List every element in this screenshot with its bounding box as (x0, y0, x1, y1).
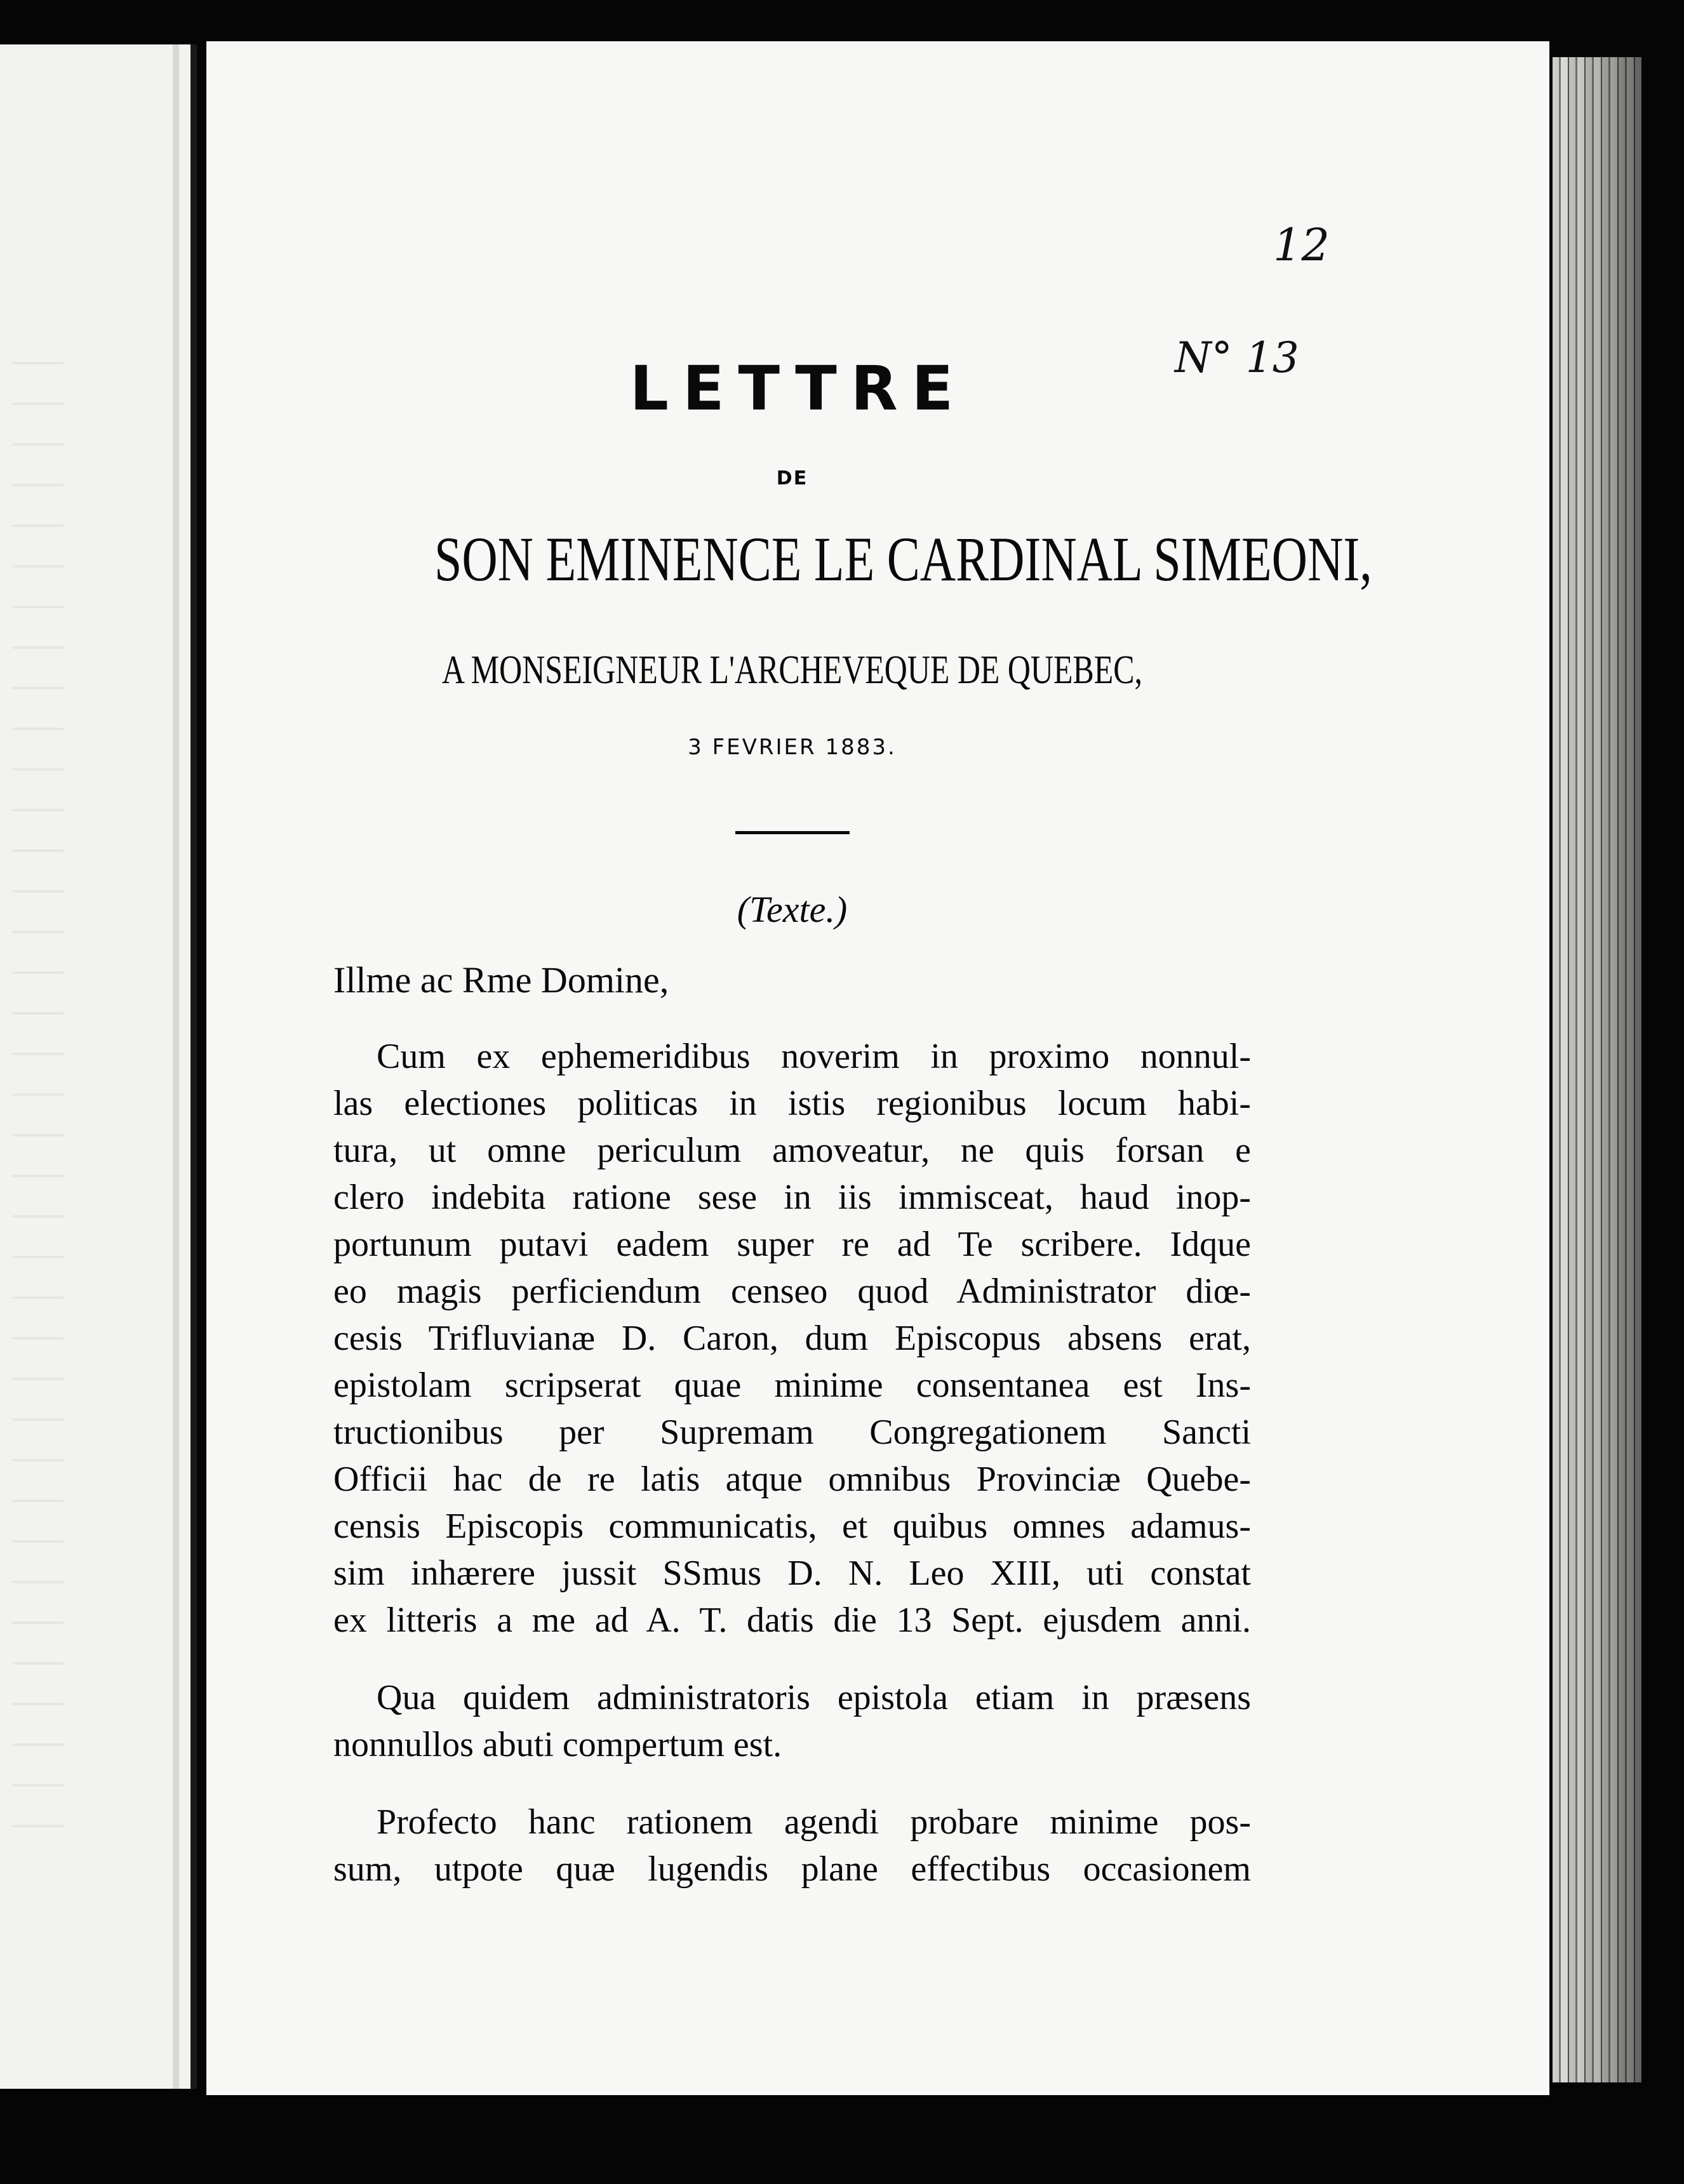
author-line: SON EMINENCE LE CARDINAL SIMEONI, (434, 523, 1372, 594)
text-line: nonnullos abuti compertum est. (333, 1724, 782, 1764)
text-line: Qua quidem administratoris epistola etiam in præsens (377, 1677, 1251, 1717)
paragraph-1 (333, 1033, 1251, 1644)
facing-page-left (0, 44, 197, 2089)
paragraph-3 (333, 1799, 1251, 1893)
letter-date: 3 FEVRIER 1883. (688, 734, 897, 760)
text-line: las electiones politicas in istis regionibus locum habi- (333, 1083, 1251, 1123)
text-line: sum, utpote quæ lugendis plane effectibus occasionem (333, 1849, 1251, 1889)
text-line: Cum ex ephemeridibus noverim in proximo nonnul- (377, 1036, 1251, 1076)
show-through-text (13, 324, 63, 1848)
handwritten-page-number: 12 (1273, 219, 1330, 271)
text-line: eo magis perficiendum censeo quod Administrator diœ- (333, 1271, 1251, 1311)
texte-label: (Texte.) (737, 888, 848, 930)
text-line: sim inhærere jussit SSmus D. N. Leo XIII, uti constat (333, 1553, 1251, 1593)
handwritten-item-number: N° 13 (1175, 333, 1299, 382)
title-preposition: DE (776, 467, 808, 489)
text-line: epistolam scripserat quae minime consentanea est Ins- (333, 1365, 1251, 1405)
page-edge (173, 44, 179, 2089)
page-stack-edge (1553, 57, 1641, 2082)
text-line: portunum putavi eadem super re ad Te scribere. Idque (333, 1224, 1251, 1264)
document-title: LETTRE (629, 353, 968, 424)
text-line: Officii hac de re latis atque omnibus Provinciæ Quebe- (333, 1459, 1251, 1499)
text-line: tura, ut omne periculum amoveatur, ne quis forsan e (333, 1130, 1251, 1170)
text-line: ex litteris a me ad A. T. datis die 13 Sept. ejusdem anni. (333, 1600, 1251, 1640)
text-line: cesis Trifluvianæ D. Caron, dum Episcopus absens erat, (333, 1318, 1251, 1358)
text-line: Profecto hanc rationem agendi probare minime pos- (377, 1802, 1251, 1842)
section-divider (735, 831, 850, 834)
paragraph-2 (333, 1674, 1251, 1768)
text-line: censis Episcopis communicatis, et quibus omnes adamus- (333, 1506, 1251, 1546)
text-line: clero indebita ratione sese in iis immisceat, haud inop- (333, 1177, 1251, 1217)
recipient-line: A MONSEIGNEUR L'ARCHEVEQUE DE QUEBEC, (441, 646, 1143, 692)
salutation: Illme ac Rme Domine, (333, 959, 669, 1001)
text-line: tructionibus per Supremam Congregationem Sancti (333, 1412, 1251, 1452)
